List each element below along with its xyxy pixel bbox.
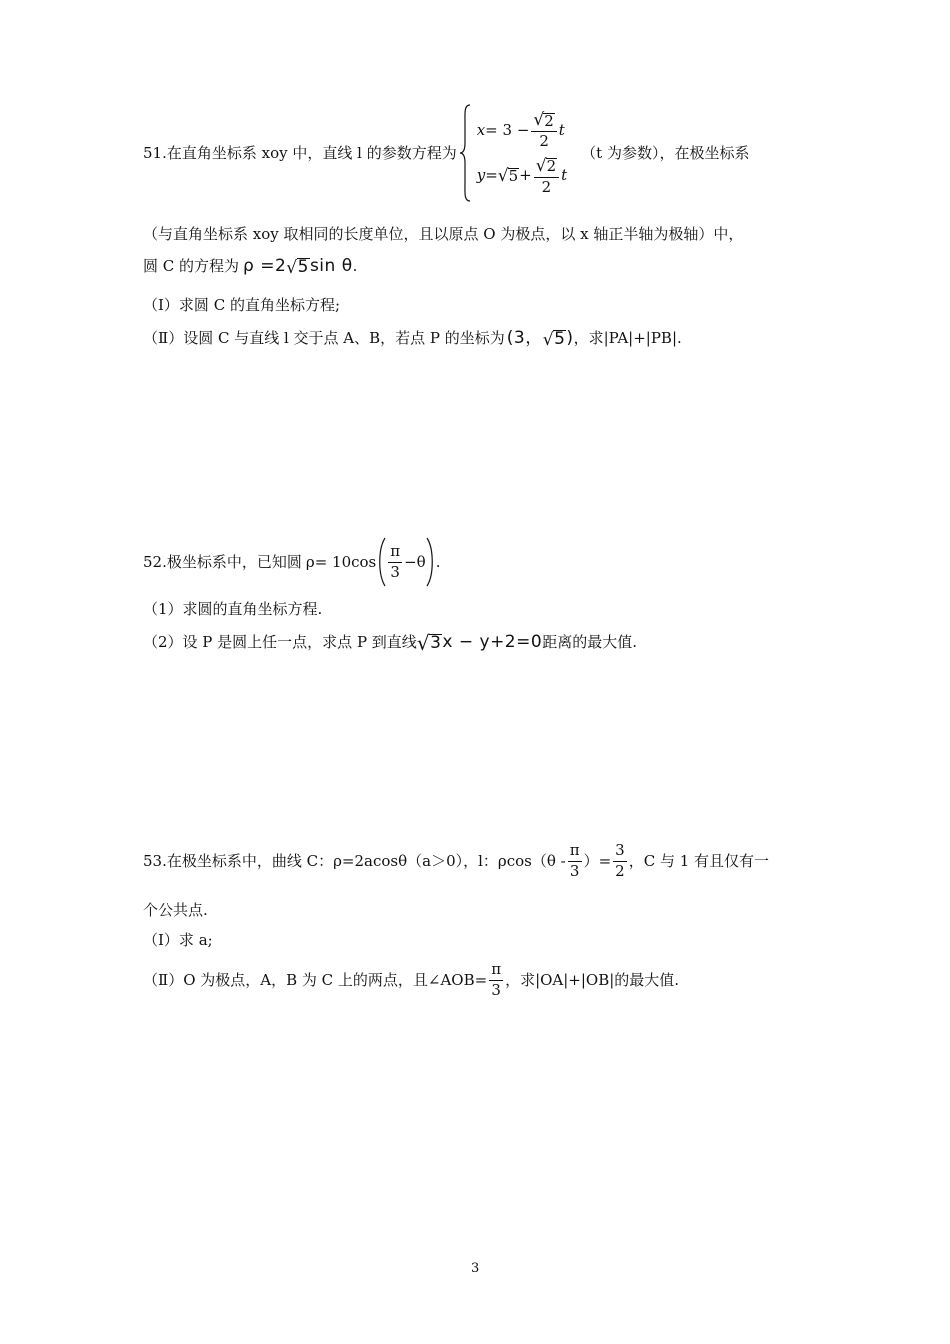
q52-part2: （2）设 P 是圆上任一点，求点 P 到直线 √ 3 x − y+2=0 距离的最大值.: [143, 630, 637, 655]
q51-statement: [143, 103, 749, 203]
q51-part1: （Ⅰ）求圆 C 的直角坐标方程;: [143, 296, 340, 314]
q51-frac-x: √ 2 2: [531, 111, 556, 151]
q51-circle-formula: ρ =2 √ 5 sin θ: [243, 255, 353, 278]
q51-param-system: [477, 111, 567, 196]
q51-line3: 圆 C 的方程为 ρ =2 √ 5 sin θ .: [143, 255, 358, 278]
q51-note: （t 为参数），在极坐标系: [581, 143, 750, 162]
q51-part2: （Ⅱ）设圆 C 与直线 l 交于点 A、B，若点 P 的坐标为 (3， √ 5 ) ，求|PA|+|PB|.: [143, 327, 682, 350]
q53-frac-3-2: $\frac{3}{2}$: [615, 841, 625, 880]
q53-part1: （Ⅰ）求 a;: [143, 931, 213, 949]
q51-lead: 51.在直角坐标系 xoy 中，直线 l 的参数方程为: [143, 143, 457, 162]
q52-statement: 52.极坐标系中，已知圆 ρ = 10cos $\frac{\pi}{3}$ −θ .: [143, 537, 441, 587]
q52-line-formula: √ 3 x − y+2=0: [416, 630, 543, 655]
q53-statement: 53.在极坐标系中，曲线 C：ρ=2acosθ（a＞0），l：ρcos（θ - $\frac{\pi}{3}$ ）= $\frac{3}{2}$ ，C 与 1 有且仅有一: [143, 841, 770, 880]
q51-point-p: (3， √ 5 ): [506, 327, 574, 350]
q53-frac-pi3: $\frac{\pi}{3}$: [569, 841, 580, 880]
q53-frac-angle: $\frac{\pi}{3}$: [491, 960, 502, 999]
right-paren-icon: [426, 537, 436, 587]
q51-frac-y: √ 2 2: [534, 156, 559, 196]
q52-part1: （1）求圆的直角坐标方程.: [143, 600, 323, 618]
q51-eq-y: y = √ 5 + √ 2 2 t: [476, 155, 568, 196]
left-brace-icon: [459, 103, 471, 203]
q53-part2: （Ⅱ）O 为极点，A，B 为 C 上的两点，且∠AOB= $\frac{\pi}{3}$ ，求|OA|+|OB|的最大值.: [143, 960, 680, 999]
page-number: 3: [471, 1261, 480, 1276]
q52-frac: $\frac{\pi}{3}$: [390, 541, 401, 581]
left-paren-icon: [376, 537, 386, 587]
q53-line2: 个公共点.: [143, 901, 208, 919]
q51-line2: （与直角坐标系 xoy 取相同的长度单位，且以原点 O 为极点，以 x 轴正半轴为极轴）中，: [143, 225, 744, 243]
q51-eq-x: x = 3 − √ 2 2 t: [476, 110, 565, 151]
